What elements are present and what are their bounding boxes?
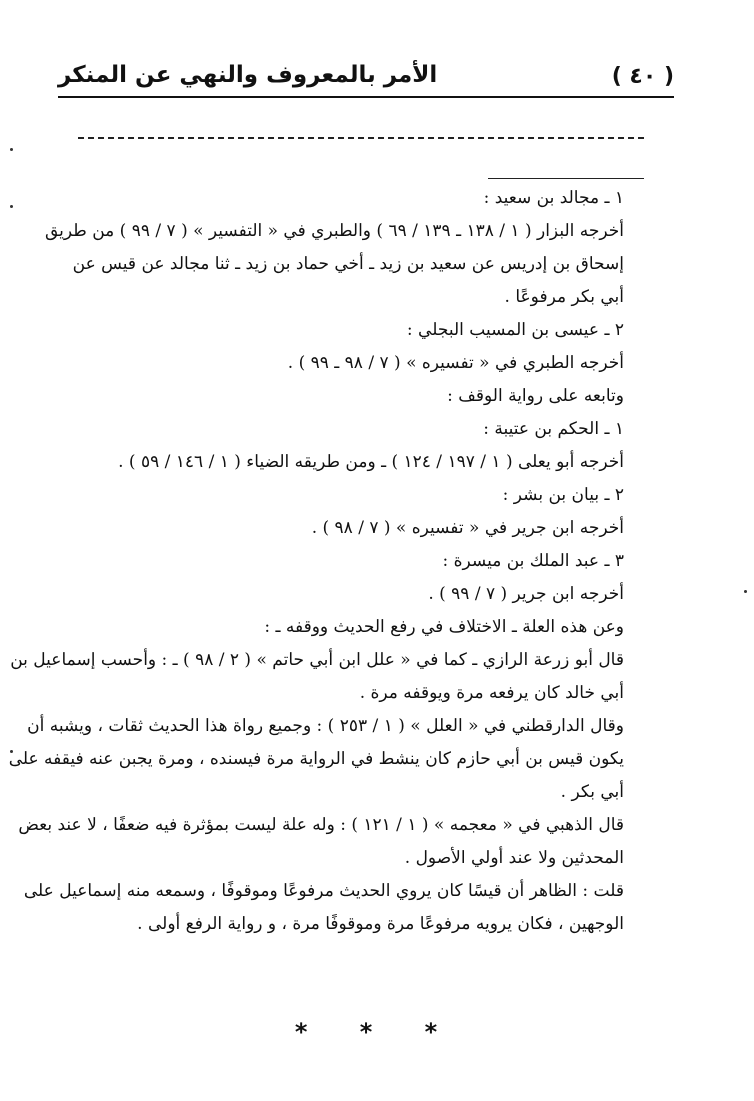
text-line: ١ ـ الحكم بن عتيبة : [483, 419, 624, 439]
text-line: وعن هذه العلة ـ الاختلاف في رفع الحديث ووقفه ـ : [264, 617, 624, 637]
text-line: إسحاق بن إدريس عن سعيد بن زيد ـ أخي حماد بن زيد ـ ثنا مجالد عن قيس عن [72, 254, 624, 274]
running-title: الأمر بالمعروف والنهي عن المنكر [58, 62, 438, 88]
page-number: ( ٤٠ ) [611, 64, 674, 89]
text-line: أبي خالد كان يرفعه مرة ويوقفه مرة . [359, 683, 624, 703]
text-line: أخرجه الطبري في « تفسيره » ( ٧ / ٩٨ ـ ٩٩ ) . [287, 353, 624, 373]
text-line: الوجهين ، فكان يرويه مرفوعًا مرة وموقوفًا مرة ، و رواية الرفع أولى . [137, 914, 624, 934]
page-header [58, 62, 674, 98]
margin-mark [10, 148, 13, 151]
text-line: ٢ ـ عيسى بن المسيب البجلي : [406, 320, 624, 340]
text-line: ١ ـ مجالد بن سعيد : [483, 188, 624, 208]
text-line: أبي بكر . [560, 782, 624, 802]
margin-mark [10, 205, 13, 208]
text-line: وقال الدارقطني في « العلل » ( ١ / ٢٥٣ ) : وجميع رواة هذا الحديث ثقات ، ويشبه أن [27, 716, 624, 736]
text-line: أخرجه ابن جرير ( ٧ / ٩٩ ) . [428, 584, 624, 604]
text-line: أخرجه البزار ( ١ / ١٣٨ ـ ١٣٩ / ٦٩ ) والطبري في « التفسير » ( ٧ / ٩٩ ) من طريق [45, 221, 624, 241]
footnote-rule [488, 178, 644, 179]
text-line: وتابعه على رواية الوقف : [447, 386, 624, 406]
dashed-separator [78, 137, 644, 139]
margin-mark [744, 590, 747, 593]
section-separator-stars: * * * [294, 1018, 460, 1046]
text-line: المحدثين ولا عند أولي الأصول . [404, 848, 624, 868]
text-line: قال الذهبي في « معجمه » ( ١ / ١٢١ ) : وله علة ليست بمؤثرة فيه ضعفًا ، لا عند بعض [18, 815, 624, 835]
text-line: ٢ ـ بيان بن بشر : [502, 485, 624, 505]
text-line: يكون قيس بن أبي حازم كان ينشط في الرواية مرة فيسنده ، ومرة يجبن عنه فيقفه على [8, 749, 624, 769]
text-line: قال أبو زرعة الرازي ـ كما في « علل ابن أبي حاتم » ( ٢ / ٩٨ ) ـ : وأحسب إسماعيل بن [10, 650, 624, 670]
text-line: أبي بكر مرفوعًا . [504, 287, 624, 307]
text-line: أخرجه ابن جرير في « تفسيره » ( ٧ / ٩٨ ) . [311, 518, 624, 538]
text-line: قلت : الظاهر أن قيسًا كان يروي الحديث مرفوعًا وموقوفًا ، وسمعه منه إسماعيل على [23, 881, 624, 901]
text-line: ٣ ـ عبد الملك بن ميسرة : [442, 551, 624, 571]
text-line: أخرجه أبو يعلى ( ١ / ١٩٧ / ١٢٤ ) ـ ومن طريقه الضياء ( ١ / ١٤٦ / ٥٩ ) . [118, 452, 624, 472]
footnote-body [8, 182, 624, 941]
